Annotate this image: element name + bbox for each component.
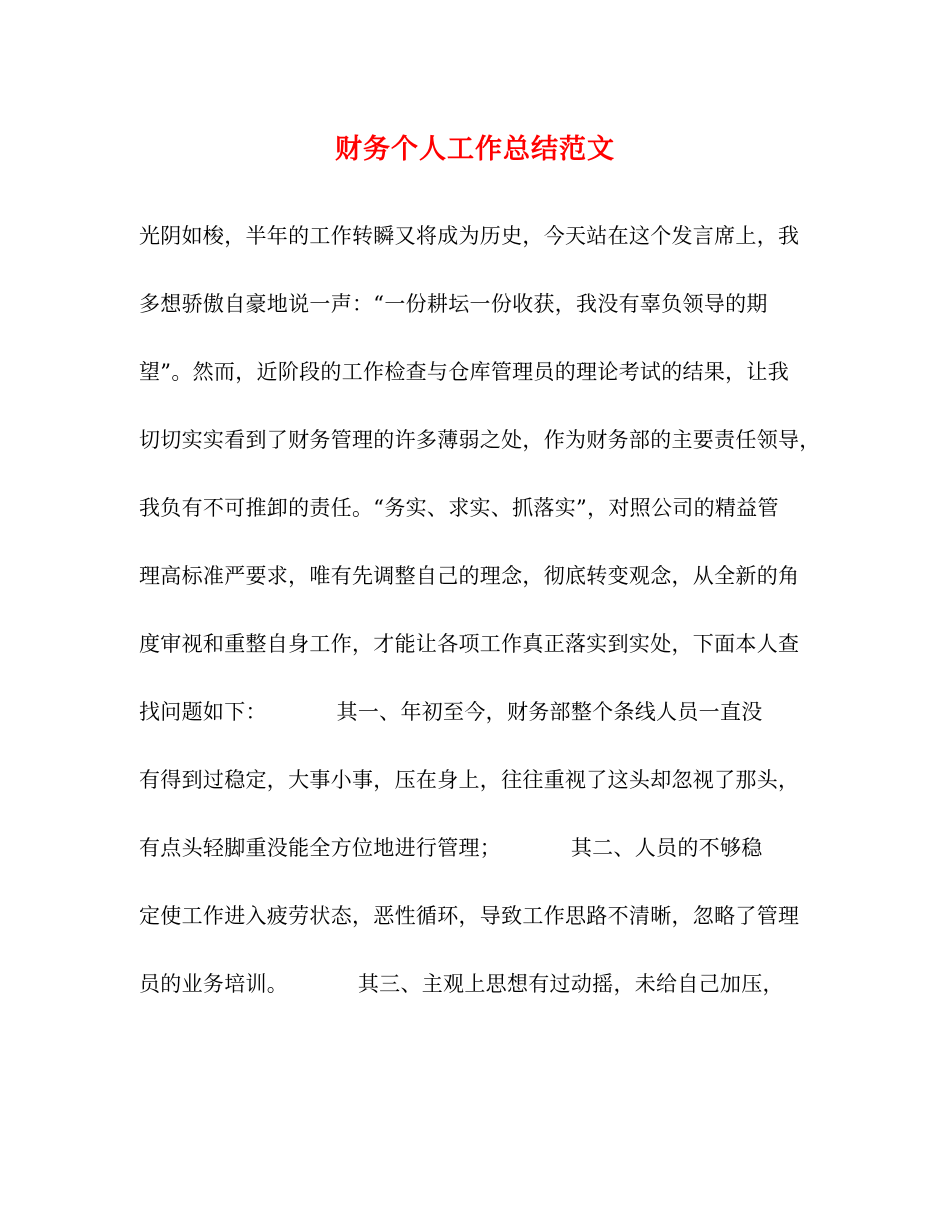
body-line: 员的业务培训。 其三、主观上思想有过动摇，未给自己加压， <box>139 972 784 996</box>
body-line: 找问题如下： 其一、年初至今，财务部整个条线人员一直没 <box>139 700 763 724</box>
body-line: 理高标准严要求，唯有先调整自己的理念，彻底转变观念，从全新的角 <box>139 564 800 588</box>
body-line: 切切实实看到了财务管理的许多薄弱之处，作为财务部的主要责任领导， <box>139 428 821 452</box>
document-title: 财务个人工作总结范文 <box>335 134 615 165</box>
body-line: 多想骄傲自豪地说一声：“一份耕坛一份收获，我没有辜负领导的期 <box>139 292 768 316</box>
body-line: 度审视和重整自身工作，才能让各项工作真正落实到实处，下面本人查 <box>139 632 800 656</box>
document-body <box>139 217 839 1033</box>
body-line: 有得到过稳定，大事小事，压在身上，往往重视了这头却忽视了那头， <box>139 768 800 792</box>
body-line: 光阴如梭，半年的工作转瞬又将成为历史，今天站在这个发言席上，我 <box>139 224 800 248</box>
body-line: 有点头轻脚重没能全方位地进行管理； 其二、人员的不够稳 <box>139 836 763 860</box>
body-line: 定使工作进入疲劳状态，恶性循环，导致工作思路不清晰，忽略了管理 <box>139 904 800 928</box>
body-line: 我负有不可推卸的责任。“务实、求实、抓落实”，对照公司的精益管 <box>139 496 779 520</box>
body-line: 望”。然而，近阶段的工作检查与仓库管理员的理论考试的结果，让我 <box>139 360 790 384</box>
